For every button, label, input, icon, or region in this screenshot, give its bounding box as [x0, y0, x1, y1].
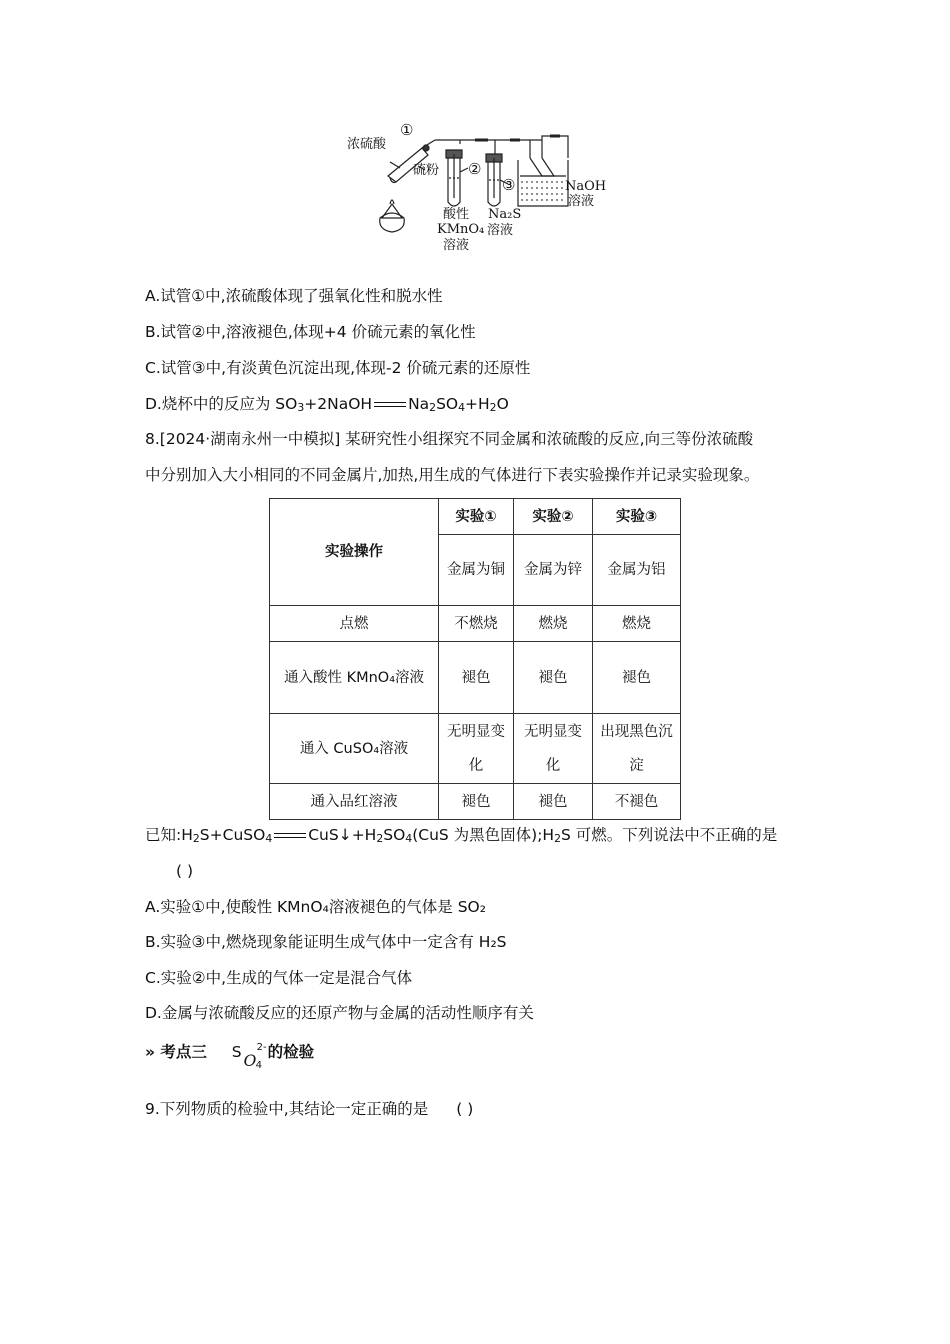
table-header-exp2: 实验②	[514, 499, 593, 535]
q8-option-b: B.实验③中,燃烧现象能证明生成气体中一定含有 H₂S	[145, 933, 507, 951]
table-metal-3: 金属为铝	[593, 535, 681, 606]
known-b: S+CuSO	[199, 826, 266, 844]
label-naoh-b: 溶液	[568, 194, 595, 209]
table-cell: 燃烧	[593, 606, 681, 642]
table-cell: 褪色	[439, 784, 514, 820]
q9-stem	[145, 1098, 473, 1120]
q7-option-c: C.试管③中,有淡黄色沉淀出现,体现-2 价硫元素的还原性	[145, 359, 531, 377]
table-row-op: 点燃	[270, 606, 439, 642]
table-cell: 不褪色	[593, 784, 681, 820]
label-reagent2-c: 溶液	[443, 238, 470, 253]
label-tube3: ③	[502, 176, 516, 194]
ion-o: O	[243, 1052, 257, 1070]
section-title: 考点三	[160, 1043, 207, 1061]
table-cell: 褪色	[514, 642, 593, 714]
table-header-exp3: 实验③	[593, 499, 681, 535]
q7-option-b: B.试管②中,溶液褪色,体现+4 价硫元素的氧化性	[145, 323, 476, 341]
label-reagent2-a: 酸性	[443, 207, 470, 222]
q8-stem-line2: 中分别加入大小相同的不同金属片,加热,用生成的气体进行下表实验操作并记录实验现象。	[145, 466, 760, 484]
q7-d-post4: O	[496, 395, 509, 413]
table-cell: 褪色	[439, 642, 514, 714]
q7-option-a: A.试管①中,浓硫酸体现了强氧化性和脱水性	[145, 287, 443, 305]
table-metal-2: 金属为锌	[514, 535, 593, 606]
known-e: (CuS 为黑色固体);H	[412, 826, 555, 844]
q7-d-pre: D.烧杯中的反应为 SO	[145, 395, 298, 413]
q7-d-post2: SO	[436, 395, 459, 413]
q8-option-d: D.金属与浓硫酸反应的还原产物与金属的活动性顺序有关	[145, 1004, 534, 1022]
q9-answer-paren: ( )	[456, 1100, 474, 1118]
table-header-exp1: 实验①	[439, 499, 514, 535]
table-cell: 出现黑色沉淀	[593, 714, 681, 784]
known-c: CuS↓+H	[308, 826, 377, 844]
experiment-table	[269, 498, 681, 820]
equals-sign	[272, 831, 308, 841]
table-metal-1: 金属为铜	[439, 535, 514, 606]
q8-known: 已知$:H_2S+CuSO_4$ $CuS↓+H_2SO_4(CuS$ 为黑色固体)$;H_2S$ 可燃。下列说法中不正确的是	[145, 826, 778, 845]
equals-sign	[372, 400, 408, 410]
table-cell: 无明显变化	[439, 714, 514, 784]
q7-d-post3: +H	[465, 395, 490, 413]
q7-d-post: Na	[408, 395, 430, 413]
q8-answer-paren: ( )	[176, 862, 194, 880]
table-cell: 不燃烧	[439, 606, 514, 642]
table-cell: 褪色	[514, 784, 593, 820]
known-f: S 可燃。下列说法中不正确的是	[561, 826, 778, 844]
q7-d-mid: +2NaOH	[304, 395, 373, 413]
table-row-op: 通入品红溶液	[270, 784, 439, 820]
known-a: 已知:H	[145, 826, 193, 844]
table-row-op: 通入 CuSO₄溶液	[270, 714, 439, 784]
q9-stem-text: 9.下列物质的检验中,其结论一定正确的是	[145, 1100, 429, 1118]
table-cell: 无明显变化	[514, 714, 593, 784]
ion-sub: 4	[255, 1060, 262, 1071]
table-header-operation: 实验操作	[270, 499, 439, 606]
label-tube1: ①	[400, 121, 414, 139]
known-d: SO	[383, 826, 406, 844]
label-sulfur: 硫粉	[413, 163, 440, 178]
label-naoh-a: NaOH	[565, 179, 607, 194]
q8-stem-line1: 8.[2024·湖南永州一中模拟] 某研究性小组探究不同金属和浓硫酸的反应,向三等份浓硫酸	[145, 430, 754, 448]
label-reagent3-b: 溶液	[487, 223, 514, 238]
label-conc-acid: 浓硫酸	[347, 137, 387, 152]
ion-sup: 2-	[256, 1042, 267, 1053]
section-header	[145, 1041, 315, 1071]
label-reagent3-a: Na₂S	[488, 207, 522, 222]
table-row-op: 通入酸性 KMnO₄溶液	[270, 642, 439, 714]
q7-option-d: D.烧杯中的反应为 $SO_3+2NaOH$ $Na_2SO_4+H_2O$	[145, 395, 509, 414]
q8-option-a: A.实验①中,使酸性 KMnO₄溶液褪色的气体是 SO₂	[145, 898, 486, 916]
table-cell: 褪色	[593, 642, 681, 714]
label-tube2: ②	[468, 160, 482, 178]
q8-option-c: C.实验②中,生成的气体一定是混合气体	[145, 969, 413, 987]
label-reagent2-b: KMnO₄	[437, 222, 485, 237]
section-suffix: 的检验	[267, 1043, 315, 1061]
table-cell: 燃烧	[514, 606, 593, 642]
section-marker-icon: »	[145, 1043, 156, 1061]
ion-s: S	[231, 1043, 242, 1061]
